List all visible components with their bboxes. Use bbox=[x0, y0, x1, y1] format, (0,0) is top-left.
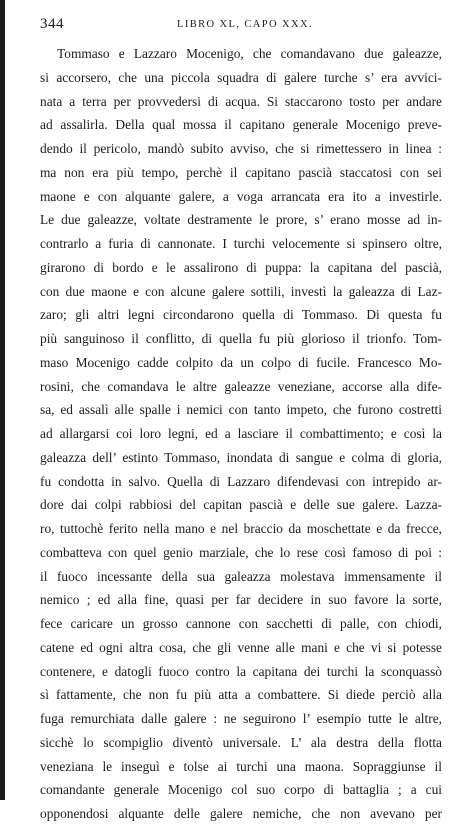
text-line: combatteva con quel genio marziale, che lo rese così famoso di poi : bbox=[40, 544, 442, 560]
running-head: LIBRO XL, CAPO XXX. bbox=[177, 19, 313, 30]
text-line: sicchè lo scompiglio diventò universale. L’ ala destra della flotta bbox=[40, 734, 442, 750]
text-line: comandante generale Mocenigo col suo corpo di battaglia ; a cui bbox=[40, 782, 442, 798]
page-header bbox=[40, 16, 450, 38]
text-line: fuga remurchiata dalle galere : ne seguirono l’ esempio tutte le altre, bbox=[40, 711, 442, 726]
body-text bbox=[40, 42, 442, 826]
text-line: maso Mocenigo cadde colpito da un colpo di fucile. Francesco Mo- bbox=[40, 354, 442, 370]
text-line: nemico ; ed alla fine, quasi per far decidere in suo favore la sorte, bbox=[40, 592, 442, 608]
text-line: Le due galeazze, voltate destramente le prore, s’ erano mosse ad in- bbox=[40, 212, 442, 228]
text-line: ad assalirla. Della qual mossa il capitano generale Mocenigo preve- bbox=[40, 117, 442, 133]
text-line: galeazza dell’ estinto Tommaso, inondata di sangue e colma di gloria, bbox=[40, 449, 442, 465]
text-line: maone e con alquante galere, a voga arrancata era ito a investirle. bbox=[40, 188, 442, 204]
text-line: sì fattamente, che non fu più atta a combattere. Si diede perciò alla bbox=[40, 687, 442, 703]
text-line: fece caricare un grosso cannone con sacchetti di palle, con chiodi, bbox=[40, 616, 442, 631]
text-line: rosini, che comandava le altre galeazze veneziane, accorse alla dife- bbox=[40, 378, 442, 394]
text-line: zaro; gli altri legni circondarono quella di Tommaso. Di questa fu bbox=[40, 307, 442, 323]
text-line: opponendosi alquante delle galere nemiche, che non avevano per bbox=[40, 806, 442, 821]
text-line: fu condotta in salvo. Quella di Lazzaro difendevasi con intrepido ar- bbox=[40, 473, 442, 489]
text-line: più sanguinoso il conflitto, di quella fu più glorioso il trionfo. Tom- bbox=[40, 331, 442, 346]
text-line: contrarlo a furia di cannonate. I turchi velocemente si spinsero oltre, bbox=[40, 236, 442, 251]
page-number: 344 bbox=[40, 16, 64, 32]
text-line: sa, ed assalì alle spalle i nemici con tanto impeto, che furono costretti bbox=[40, 402, 442, 418]
text-line: con due maone e con alcune galere sottili, investì la galeazza di Laz- bbox=[40, 283, 442, 299]
text-line: nata a terra per provvedersi di acqua. Si staccarono tosto per andare bbox=[40, 93, 442, 109]
text-line: contenere, e datogli fuoco contro la capitana dei turchi la sconquassò bbox=[40, 663, 442, 679]
text-line: ro, tuttochè ferito nella mano e nel braccio da moschettate e da frecce, bbox=[40, 521, 442, 536]
text-line: veneziana le inseguì e tolse ai turchi una maona. Sopraggiunse il bbox=[40, 758, 442, 774]
text-line: dore dai colpi rabbiosi del capitan pascià e delle sue galere. Lazza- bbox=[40, 497, 442, 513]
text-line: catene ed ogni altra cosa, che gli venne alle mani e che vi si potesse bbox=[40, 639, 442, 655]
scan-edge-shadow bbox=[0, 0, 5, 800]
text-line: Tommaso e Lazzaro Mocenigo, che comandavano due galeazze, bbox=[57, 46, 442, 61]
text-line: si accorsero, che una piccola squadra di galere turche s’ era avvici- bbox=[40, 69, 442, 85]
text-line: ad allargarsi coi loro legni, ed a lasciare il combattimento; e così la bbox=[40, 426, 442, 441]
text-line: dendo il pericolo, mandò subito avviso, che si rimettessero in linea : bbox=[40, 141, 442, 156]
text-line: ma non era più tempo, perchè il capitano pascià staccatosi con sei bbox=[40, 164, 442, 180]
text-line: girarono di bordo e le assalirono di puppa: la capitana del pascià, bbox=[40, 259, 442, 275]
text-line: il fuoco incessante della sua galeazza molestava immensamente il bbox=[40, 568, 442, 584]
